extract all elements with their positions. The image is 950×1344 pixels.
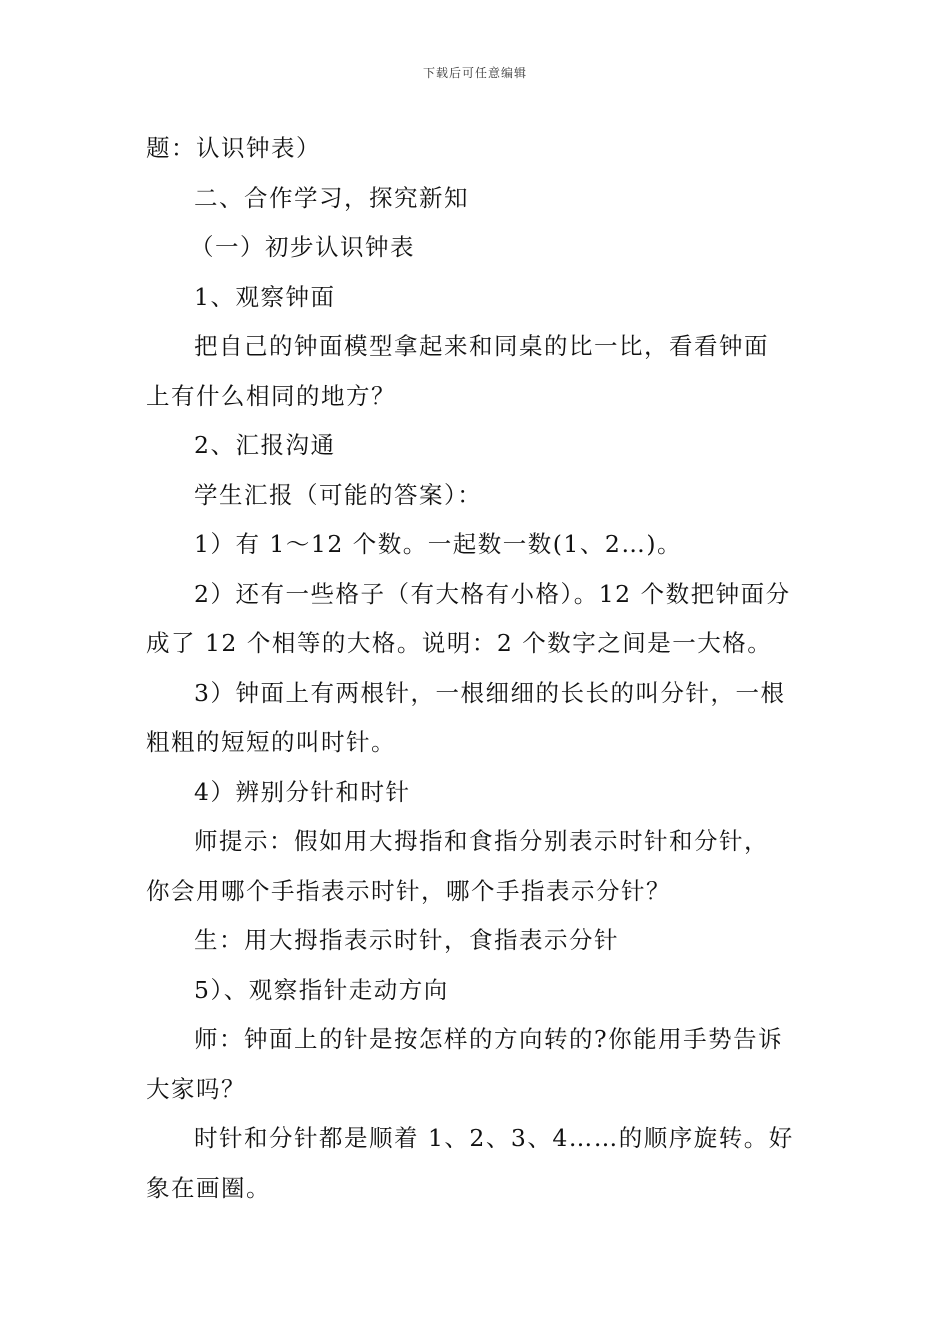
text-line: 1）有 1～12 个数。一起数一数(1、2…)。 (194, 530, 682, 558)
text-line: 大家吗？ (146, 1074, 246, 1103)
text-line: 学生汇报（可能的答案）： (194, 480, 483, 509)
text-line: 生：用大拇指表示时针，食指表示分针 (194, 926, 619, 954)
text-line: 成了 12 个相等的大格。说明：2 个数字之间是一大格。 (146, 629, 773, 657)
text-line: 把自己的钟面模型拿起来和同桌的比一比，看看钟面 (194, 332, 769, 360)
document-body (146, 124, 808, 1213)
text-line: 师：钟面上的针是按怎样的方向转的?你能用手势告诉 (194, 1025, 784, 1053)
text-line: 粗粗的短短的叫时针。 (146, 728, 396, 756)
text-line: 上有什么相同的地方？ (146, 381, 396, 410)
item-heading: 5）、观察指针走动方向 (194, 975, 449, 1004)
text-line: 题：认识钟表） (146, 134, 321, 162)
text-line: 你会用哪个手指表示时针，哪个手指表示分针？ (146, 876, 671, 905)
text-line: 3）钟面上有两根针，一根细细的长长的叫分针，一根 (194, 678, 786, 707)
subsection-heading: （一）初步认识钟表 (190, 233, 415, 261)
section-heading: 二、合作学习，探究新知 (194, 183, 469, 212)
text-line: 时针和分针都是顺着 1、2、3、4……的顺序旋转。好 (194, 1124, 794, 1152)
text-line: 2）还有一些格子（有大格有小格）。12 个数把钟面分 (194, 579, 791, 608)
item-heading: 2、汇报沟通 (194, 431, 336, 459)
text-line: 师提示：假如用大拇指和食指分别表示时针和分针， (194, 827, 769, 855)
item-heading: 1、观察钟面 (194, 282, 336, 311)
text-line: 象在画圈。 (146, 1173, 271, 1202)
text-line: 4）辨别分针和时针 (194, 777, 411, 806)
page-header: 下载后可任意编辑 (422, 66, 527, 80)
